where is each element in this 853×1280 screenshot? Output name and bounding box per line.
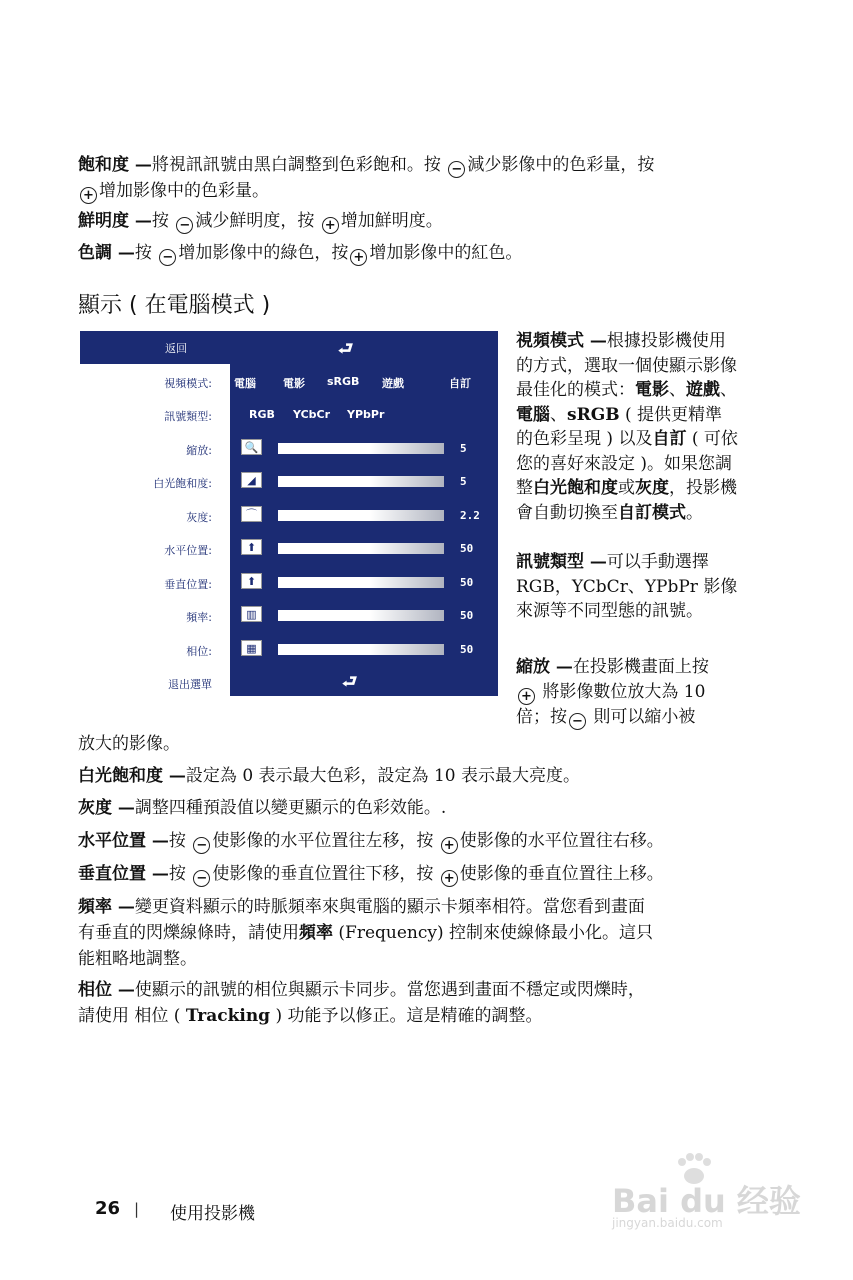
frequency-value: 50 xyxy=(460,609,474,622)
white-intensity-paragraph: 白光飽和度 —設定為 0 表示最大色彩，設定為 10 表示最大亮度。 xyxy=(78,766,580,786)
footer-title: 使用投影機 xyxy=(170,1204,255,1224)
video-mode-option[interactable]: 電影 xyxy=(283,377,305,390)
osd-white-intensity-label: 白光飽和度: xyxy=(153,477,212,490)
horizontal-position-slider[interactable] xyxy=(278,543,444,554)
video-mode-description: 視頻模式 —根據投影機使用的方式，選取一個使顯示影像最佳化的模式：電影、遊戲、電腦、sRGB ( 提供更精準的色彩呈現 ) 以及自訂 ( 可依您的喜好來設定 )。如果您調整白光飽和度或灰度，投影機會自動切換至自訂模式。 xyxy=(516,331,738,523)
vertical-position-icon: ⬆ xyxy=(241,573,262,589)
zoom-value: 5 xyxy=(460,442,467,455)
plus-button-icon: + xyxy=(441,870,458,887)
minus-button-icon: − xyxy=(448,161,465,178)
page-number: 26 xyxy=(95,1198,121,1219)
exit-arrow-icon[interactable]: ⮐ xyxy=(342,672,358,692)
plus-button-icon: + xyxy=(80,187,97,204)
zoom-slider[interactable] xyxy=(278,443,444,454)
video-mode-option[interactable]: 遊戲 xyxy=(382,377,404,390)
osd-menu xyxy=(80,331,498,696)
plus-button-icon: + xyxy=(441,837,458,854)
plus-button-icon: + xyxy=(518,688,535,705)
horizontal-position-value: 50 xyxy=(460,542,474,555)
video-mode-option[interactable]: sRGB xyxy=(327,375,360,388)
osd-vertical-position-label: 垂直位置: xyxy=(164,578,212,591)
tint-paragraph: 色調 —按 − 增加影像中的綠色，按 + 增加影像中的紅色。 xyxy=(78,243,523,265)
vertical-position-value: 50 xyxy=(460,576,474,589)
vertical-position-paragraph: 垂直位置 —按 − 使影像的垂直位置往下移，按 + 使影像的垂直位置往上移。 xyxy=(78,864,664,886)
minus-button-icon: − xyxy=(176,217,193,234)
degamma-value: 2.2 xyxy=(460,509,480,522)
degamma-icon: ⌒ xyxy=(241,506,262,522)
plus-button-icon: + xyxy=(350,249,367,266)
osd-horizontal-position-label: 水平位置: xyxy=(164,544,212,557)
osd-back-label: 返回 xyxy=(165,342,187,355)
plus-button-icon: + xyxy=(322,217,339,234)
footer-separator: | xyxy=(134,1200,140,1218)
osd-degamma-label: 灰度: xyxy=(186,511,212,524)
tracking-slider[interactable] xyxy=(278,644,444,655)
osd-exit-label[interactable]: 退出選單 xyxy=(168,678,212,691)
signal-type-option[interactable]: RGB xyxy=(249,408,275,421)
tracking-value: 50 xyxy=(460,643,474,656)
osd-tracking-label: 相位: xyxy=(186,645,212,658)
white-intensity-value: 5 xyxy=(460,475,467,488)
minus-button-icon: − xyxy=(159,249,176,266)
minus-button-icon: − xyxy=(193,837,210,854)
signal-type-description: 訊號類型 —可以手動選擇 RGB，YCbCr、YPbPr 影像來源等不同型態的訊號。 xyxy=(516,552,738,621)
section-title: 顯示 ( 在電腦模式 ) xyxy=(78,293,271,318)
baidu-watermark xyxy=(608,1150,808,1230)
frequency-slider[interactable] xyxy=(278,610,444,621)
signal-type-option[interactable]: YPbPr xyxy=(347,408,385,421)
osd-frequency-label: 頻率: xyxy=(186,611,212,624)
saturation-paragraph: 飽和度 —將視訊訊號由黑白調整到色彩飽和。按 − 減少影像中的色彩量，按 xyxy=(78,155,655,177)
return-arrow-icon: ⮐ xyxy=(338,339,354,359)
osd-zoom-label: 縮放: xyxy=(186,444,212,457)
white-intensity-slider[interactable] xyxy=(278,476,444,487)
saturation-paragraph-line2: + 增加影像中的色彩量。 xyxy=(78,178,269,204)
degamma-paragraph: 灰度 —調整四種預設值以變更顯示的色彩效能。. xyxy=(78,798,447,818)
horizontal-position-paragraph: 水平位置 —按 − 使影像的水平位置往左移，按 + 使影像的水平位置往右移。 xyxy=(78,831,664,853)
frequency-paragraph: 頻率 —變更資料顯示的時脈頻率來與電腦的顯示卡頻率相符。當您看到畫面 有垂直的閃爍線條時，請使用頻率 (Frequency) 控制來使線條最小化。這只 能粗略地調整。 xyxy=(78,897,654,969)
zoom-continuation: 放大的影像。 xyxy=(78,734,180,754)
horizontal-position-icon: ⬆ xyxy=(241,539,262,555)
degamma-slider[interactable] xyxy=(278,510,444,521)
minus-button-icon: − xyxy=(569,713,586,730)
osd-back-row[interactable] xyxy=(80,331,498,364)
video-mode-option[interactable]: 自訂 xyxy=(449,377,471,390)
video-mode-option[interactable]: 電腦 xyxy=(234,377,256,390)
white-intensity-icon: ◢ xyxy=(241,472,262,488)
tracking-paragraph: 相位 —使顯示的訊號的相位與顯示卡同步。當您遇到畫面不穩定或閃爍時， 請使用 相位 ( Tracking ) 功能予以修正。這是精確的調整。 xyxy=(78,980,645,1026)
zoom-icon: 🔍 xyxy=(241,439,262,455)
osd-video-mode-label: 視頻模式: xyxy=(164,377,212,390)
vertical-position-slider[interactable] xyxy=(278,577,444,588)
tracking-icon: ▦ xyxy=(241,640,262,656)
osd-signal-type-label: 訊號類型: xyxy=(164,410,212,423)
watermark-brand: Bai du 经验 xyxy=(612,1182,801,1220)
frequency-icon: ▥ xyxy=(241,606,262,622)
sharpness-paragraph: 鮮明度 —按 − 減少鮮明度，按 + 增加鮮明度。 xyxy=(78,211,443,233)
zoom-description: 縮放 —在投影機畫面上按 + 將影像數位放大為 10 倍；按 − 則可以縮小被 xyxy=(516,657,709,729)
signal-type-option[interactable]: YCbCr xyxy=(293,408,331,421)
watermark-url: jingyan.baidu.com xyxy=(612,1216,723,1230)
minus-button-icon: − xyxy=(193,870,210,887)
